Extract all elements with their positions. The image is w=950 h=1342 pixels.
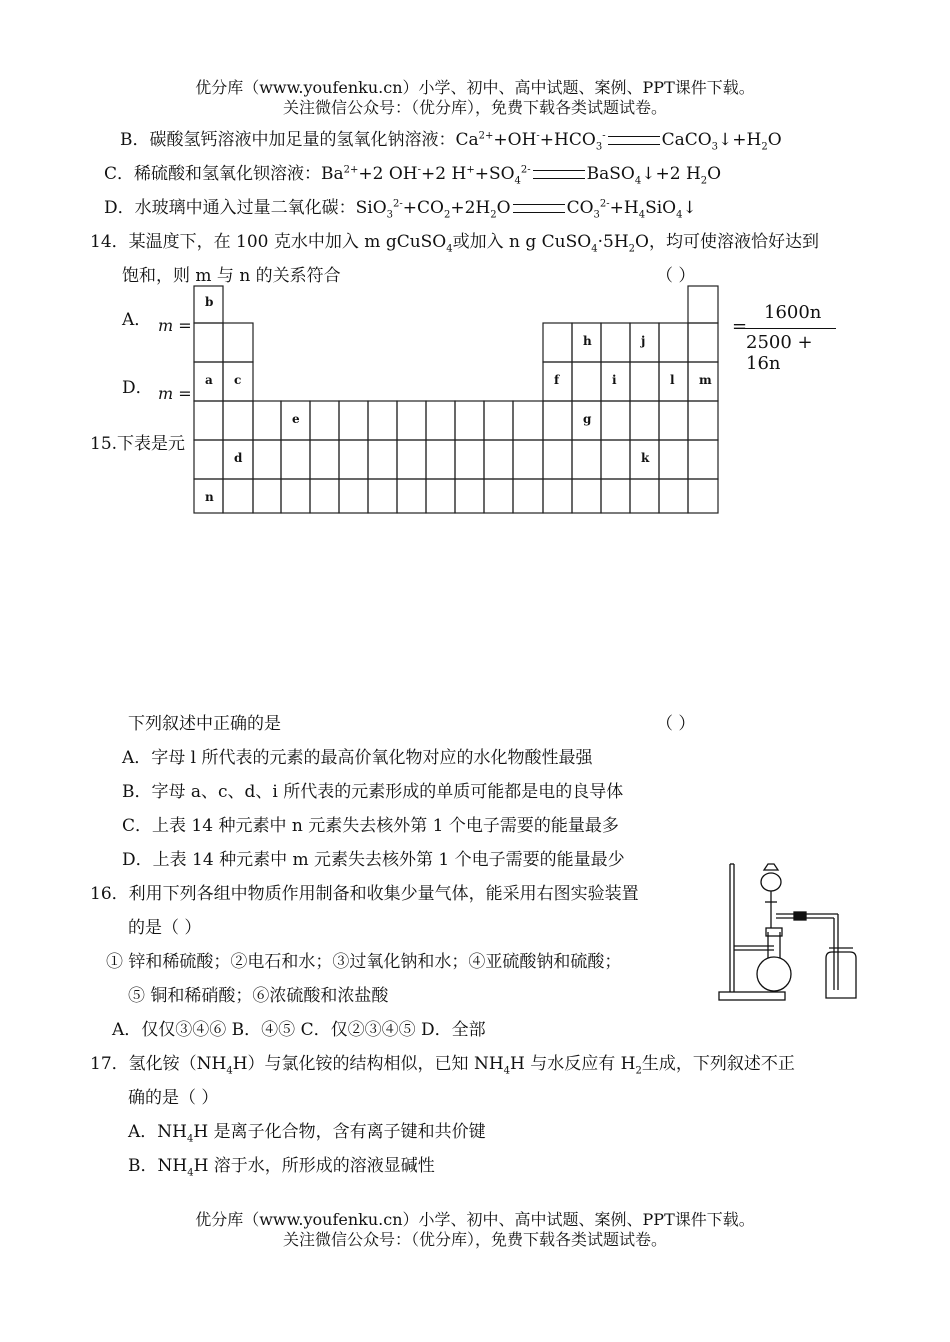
element-letter-a: a [205,373,213,387]
table-cell [397,440,426,479]
equals-sign [608,136,660,145]
fraction-numerator: 1600n [764,302,822,323]
q14-option-d-m: m = [158,384,192,403]
element-letter-n: n [205,490,214,504]
table-cell [659,479,688,513]
table-cell [601,479,630,513]
table-cell [455,479,484,513]
q14-option-d-label: D． [122,378,153,398]
table-cell [426,401,455,440]
table-cell [688,440,718,479]
q16-stem-line-2: 的是（ ） [128,918,202,938]
table-cell [543,479,572,513]
table-cell [601,323,630,362]
element-letter-i: i [612,373,617,387]
q14-answer-bracket: （ ） [656,266,696,286]
q15-intro: 15.下表是元 [90,434,186,454]
element-letter-d: d [234,451,243,465]
q16-choices-line-1: ① 锌和稀硫酸；②电石和水；③过氧化钠和水；④亚硫酸钠和硫酸； [106,952,622,972]
q15-option-a: A．字母 l 所代表的元素的最高价氧化物对应的水化物酸性最强 [122,748,593,768]
table-cell [281,479,310,513]
q16-options: A．仅仅③④⑥ B．④⑤ C．仅②③④⑤ D．全部 [112,1020,486,1040]
q14-option-a-label: A． [122,310,152,330]
table-cell [368,479,397,513]
q17-option-a: A．$NH_4H$ 是离子化合物，含有离子键和共价键 [128,1122,486,1145]
table-cell [543,401,572,440]
q13-option-b: B．碳酸氢钙溶液中加足量的氢氧化钠溶液：$Ca^{2+}+OH^-+HCO_3^-$ $CaCO_3↓+H_2O$ [120,130,782,153]
table-cell [513,479,543,513]
table-cell [601,401,630,440]
table-cell [339,479,368,513]
element-letter-l: l [670,373,675,387]
table-cell [253,440,281,479]
element-letter-e: e [292,412,300,426]
q15-stem: 下列叙述中正确的是 [128,714,281,734]
table-cell [426,479,455,513]
element-letter-k: k [641,451,650,465]
table-cell [572,479,601,513]
table-cell [194,323,223,362]
q17-stem-line-2: 确的是（ ） [128,1088,219,1108]
table-cell [253,479,281,513]
element-letter-f: f [554,373,560,387]
table-cell [339,440,368,479]
q14-stem-line-1: 14．某温度下，在 100 克水中加入 m gCuSO$_4$或加入 n g $CuSO_4\cdot 5H_2O$，均可使溶液恰好达到 [90,232,819,255]
element-letter-g: g [583,412,592,426]
table-cell [223,479,253,513]
q14-stem-line-2: 饱和，则 m 与 n 的关系符合 [122,266,341,286]
table-cell [281,440,310,479]
table-cell [513,440,543,479]
q15-answer-bracket: （ ） [656,714,696,734]
table-cell [484,479,513,513]
table-cell [572,362,601,401]
table-cell [310,479,339,513]
header-line-1: 优分库（www.youfenku.cn）小学、初中、高中试题、案例、PPT课件下载。 [195,78,755,97]
equals-sign [513,204,565,213]
element-letter-m: m [699,373,712,387]
q15-option-c: C．上表 14 种元素中 n 元素失去核外第 1 个电子需要的能量最多 [122,816,619,836]
table-cell [630,362,659,401]
footer-line-1: 优分库（www.youfenku.cn）小学、初中、高中试题、案例、PPT课件下载。 [195,1210,755,1229]
element-letter-b: b [205,295,214,309]
table-cell [484,401,513,440]
q17-stem-line-1: 17．氢化铵$(NH_4H)$与氯化铵的结构相似，已知 $NH_4H$ 与水反应有 $H_2$生成，下列叙述不正 [90,1054,795,1077]
table-cell [688,401,718,440]
q16-stem-line-1: 16．利用下列各组中物质作用制备和收集少量气体，能采用右图实验装置 [90,884,639,904]
lab-apparatus-figure [716,862,866,1004]
table-cell [253,401,281,440]
equals-sign [533,170,585,179]
table-cell [601,440,630,479]
table-cell [484,440,513,479]
table-cell [339,401,368,440]
table-cell [688,323,718,362]
table-cell [659,323,688,362]
q14-option-a-m: m = [158,316,192,335]
table-cell [455,401,484,440]
table-cell [397,401,426,440]
table-cell [572,440,601,479]
table-cell [310,401,339,440]
q13-option-d: D．水玻璃中通入过量二氧化碳：$SiO_3^{2-}+CO_2+2H_2O$ $CO_3^{2-}+H_4SiO_4↓$ [104,198,697,221]
table-cell [426,440,455,479]
table-cell [223,401,253,440]
q17-option-b: B．$NH_4H$ 溶于水，所形成的溶液显碱性 [128,1156,435,1179]
table-cell [688,286,718,323]
element-letter-c: c [234,373,242,387]
table-cell [194,401,223,440]
table-cell [630,479,659,513]
table-cell [310,440,339,479]
element-letter-j: j [641,334,646,348]
element-letter-h: h [583,334,592,348]
fraction-equals: = [732,316,748,337]
table-cell [368,401,397,440]
q13-option-c: C．稀硫酸和氢氧化钡溶液：$Ba^{2+}+2$ OH-+2 $H^++SO_4^{2-}$ BaSO$_4$↓+2 $H_2O$ [104,164,722,187]
footer-line-2: 关注微信公众号：（优分库），免费下载各类试题试卷。 [282,1230,667,1249]
table-cell [659,401,688,440]
table-cell [630,401,659,440]
header-line-2: 关注微信公众号：（优分库），免费下载各类试题试卷。 [282,98,667,117]
q15-option-d: D．上表 14 种元素中 m 元素失去核外第 1 个电子需要的能量最少 [122,850,625,870]
table-cell [543,440,572,479]
table-cell [513,401,543,440]
fraction-denominator: 2500 + 16n [746,332,813,374]
periodic-table-grid [193,285,720,514]
table-cell [223,323,253,362]
fraction-bar [744,328,836,329]
table-cell [397,479,426,513]
table-cell [368,440,397,479]
table-cell [194,440,223,479]
table-cell [688,479,718,513]
q16-choices-line-2: ⑤ 铜和稀硝酸；⑥浓硫酸和浓盐酸 [128,986,389,1006]
table-cell [455,440,484,479]
periodic-table [193,285,720,514]
q15-option-b: B．字母 a、c、d、i 所代表的元素形成的单质可能都是电的良导体 [122,782,624,802]
table-cell [543,323,572,362]
table-cell [659,440,688,479]
